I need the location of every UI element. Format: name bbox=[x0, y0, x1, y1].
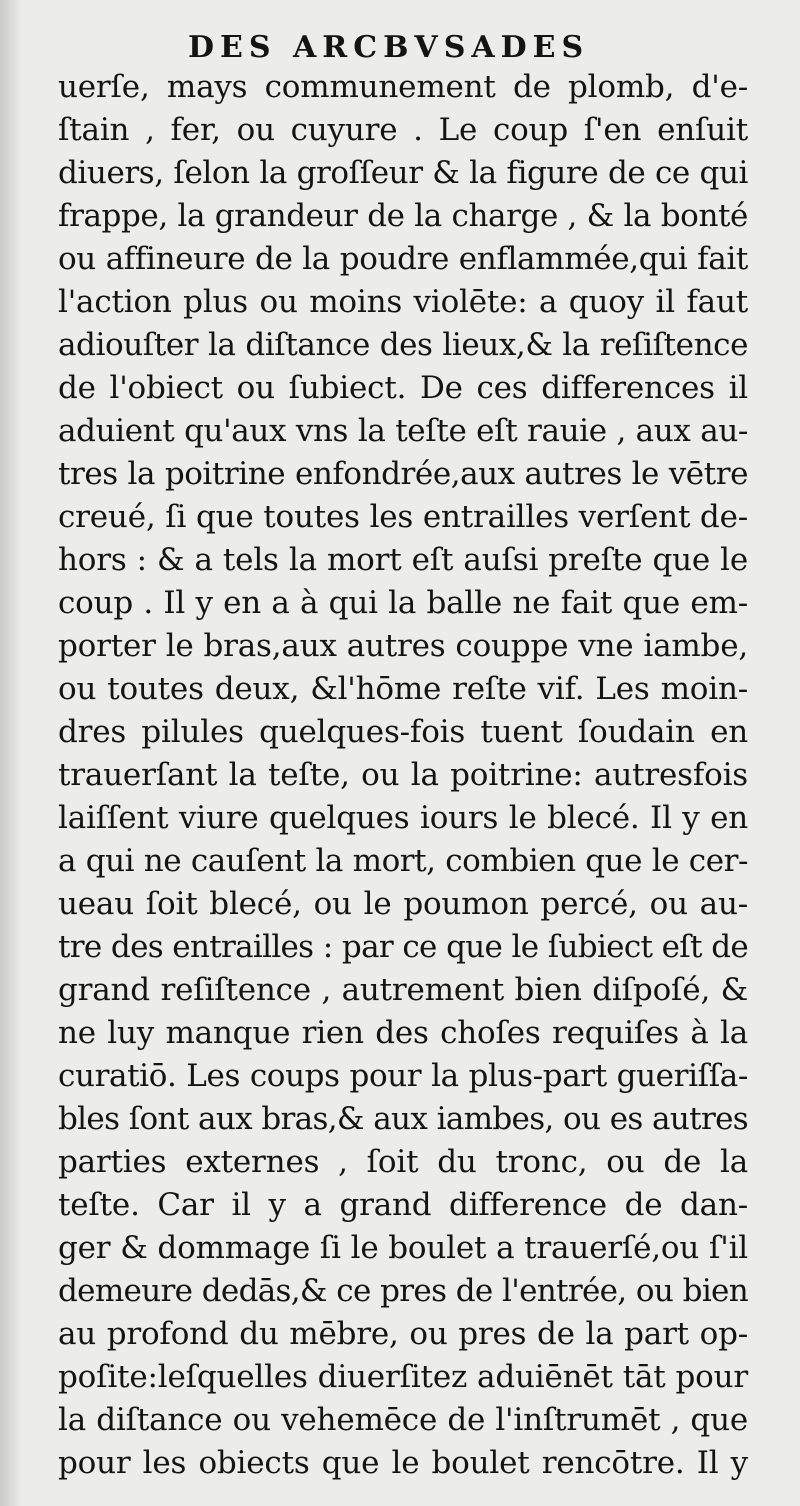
gutter-shadow bbox=[0, 0, 22, 1506]
text-line: coup . Il y en a à qui la balle ne fait que em- bbox=[58, 585, 748, 621]
text-line: ou affineure de la poudre enflammée,qui fait bbox=[58, 241, 748, 277]
text-line: poſite:leſquelles diuerſitez aduiēnēt tāt pour bbox=[58, 1359, 748, 1395]
text-line: la diſtance ou vehemēce de l'inſtrumēt , que bbox=[58, 1402, 748, 1438]
text-line: parties externes , ſoit du tronc, ou de la bbox=[58, 1144, 748, 1180]
text-line: ger & dommage ſi le boulet a trauerſé,ou ſ'il bbox=[58, 1230, 748, 1266]
text-line: frappe, la grandeur de la charge , & la bonté bbox=[58, 198, 748, 234]
text-line: tre des entrailles : par ce que le ſubiect eſt de bbox=[58, 929, 748, 965]
text-line: uerſe, mays communement de plomb, d'e- bbox=[58, 69, 748, 105]
text-line: ou toutes deux, &l'hōme reſte vif. Les moin- bbox=[58, 671, 748, 707]
text-line: ſtain , fer, ou cuyure . Le coup ſ'en enſuit bbox=[58, 112, 748, 148]
text-line: pour les obiects que le boulet rencōtre. Il y bbox=[58, 1445, 748, 1481]
text-line: tres la poitrine enfondrée,aux autres le vētre bbox=[58, 456, 748, 492]
text-block bbox=[58, 66, 748, 1485]
text-line: l'action plus ou moins violēte: a quoy il faut bbox=[58, 284, 748, 320]
text-line: de l'obiect ou ſubiect. De ces differences il bbox=[58, 370, 748, 406]
text-line: au profond du mēbre, ou pres de la part op- bbox=[58, 1316, 748, 1352]
text-line: aduient qu'aux vns la teſte eſt rauie , aux au- bbox=[58, 413, 748, 449]
text-line: creué, ſi que toutes les entrailles verſent de- bbox=[58, 499, 748, 535]
text-line: demeure dedās,& ce pres de l'entrée, ou bien bbox=[58, 1273, 748, 1309]
text-line: diuers, ſelon la groſſeur & la figure de ce qui bbox=[58, 155, 748, 191]
text-line: dres pilules quelques-fois tuent ſoudain en bbox=[58, 714, 748, 750]
text-line: bles ſont aux bras,& aux iambes, ou es autres bbox=[58, 1101, 748, 1137]
text-line: trauerſant la teſte, ou la poitrine: autresfois bbox=[58, 757, 748, 793]
text-line: teſte. Car il y a grand difference de dan- bbox=[58, 1187, 748, 1223]
text-line: ueau ſoit blecé, ou le poumon percé, ou au- bbox=[58, 886, 748, 922]
text-line: hors : & a tels la mort eſt auſsi preſte que le bbox=[58, 542, 748, 578]
text-line: curatiō. Les coups pour la plus-part gueriſſa- bbox=[58, 1058, 748, 1094]
text-line: porter le bras,aux autres couppe vne iambe, bbox=[58, 628, 748, 664]
text-line: grand reſiſtence , autrement bien diſpoſé, & bbox=[58, 972, 748, 1008]
running-head: DES ARCBVSADES bbox=[188, 30, 590, 65]
text-line: a qui ne cauſent la mort, combien que le cer- bbox=[58, 843, 748, 879]
text-line: ne luy manque rien des choſes requiſes à la bbox=[58, 1015, 748, 1051]
text-line: laiſſent viure quelques iours le blecé. Il y en bbox=[58, 800, 748, 836]
text-line: adiouſter la diſtance des lieux,& la reſiſtence bbox=[58, 327, 748, 363]
